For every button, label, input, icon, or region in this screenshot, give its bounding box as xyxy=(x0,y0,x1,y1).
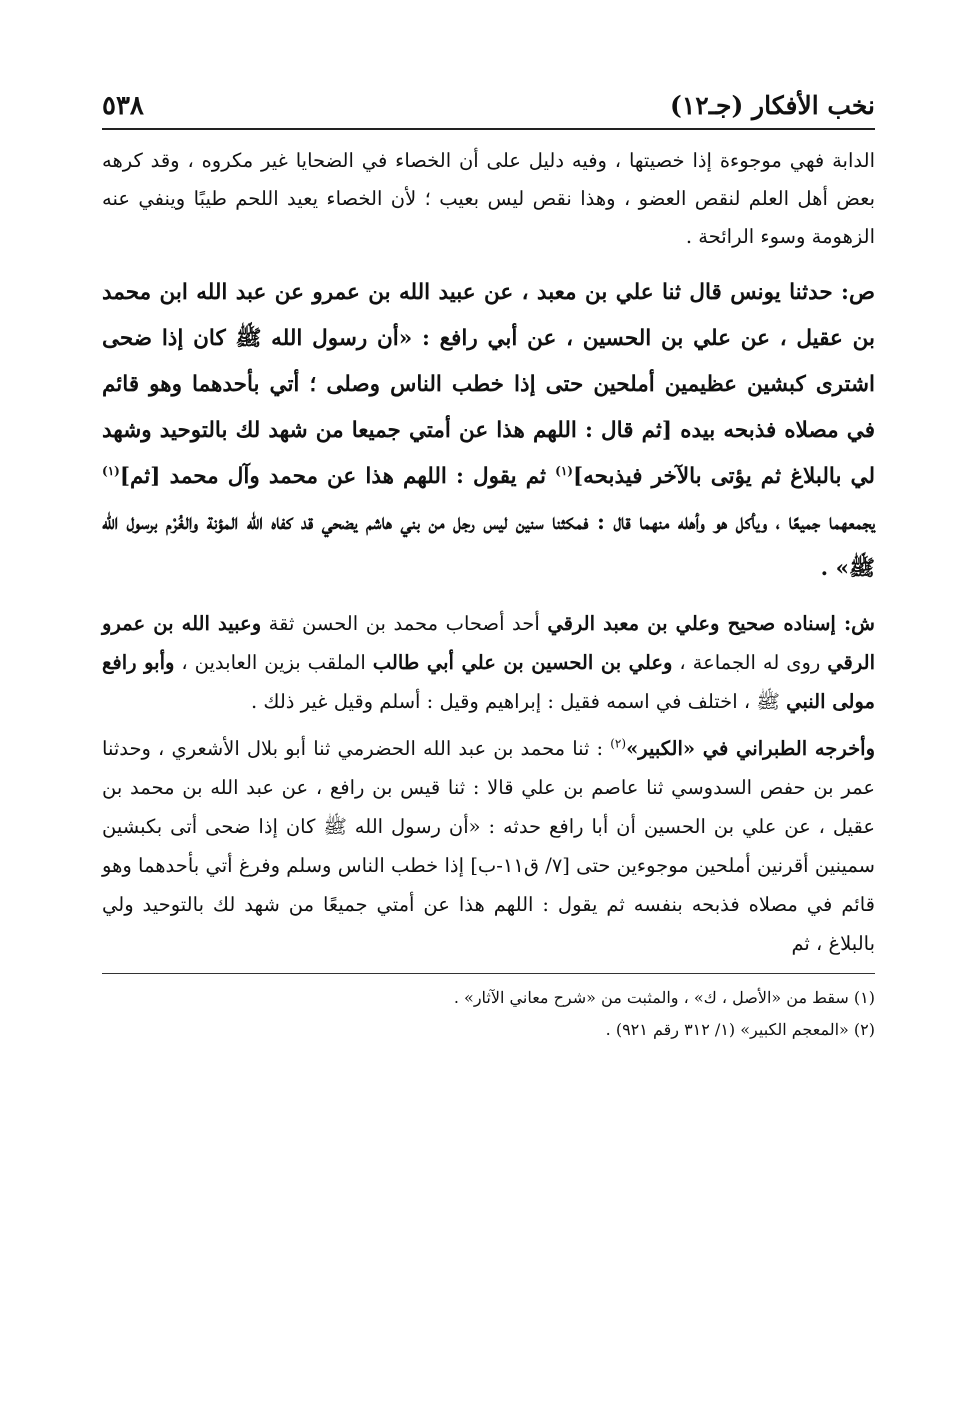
takhrij-bold-a: وأخرجه الطبراني في «الكبير» xyxy=(626,737,875,760)
page-number: ٥٣٨ xyxy=(102,91,144,121)
commentary-bold-c: وعلي بن الحسين بن علي أبي طالب xyxy=(372,651,673,674)
footnote-1: (١) سقط من «الأصل ، ك» ، والمثبت من «شرح معاني الآثار» . xyxy=(453,988,875,1007)
commentary-text-d: ﷺ ، اختلف في اسمه فقيل : إبراهيم وقيل : أسلم وقيل غير ذلك . xyxy=(251,690,787,713)
paragraph-2-hadith xyxy=(102,270,875,592)
footnote-ref: (٢) xyxy=(610,736,627,751)
commentary-bold-b: وعبيد الله بن عمرو الرقي xyxy=(102,612,875,674)
hadith-text-c: يجمعهما جميعًا ، ويأكل هو وأهله منهما قال : فمكثنا سنين ليس رجل من بني هاشم يضحي قد كفاه الله المؤنة والغُرْم برسول الله ﷺ» . xyxy=(102,510,875,581)
commentary-bold-d: وأبو رافع مولى النبي xyxy=(102,651,875,713)
footnotes xyxy=(102,982,875,1046)
page-header xyxy=(102,84,875,130)
page-body xyxy=(102,84,875,1046)
footnote-ref: (١) xyxy=(102,463,120,478)
footnote-divider xyxy=(102,973,875,974)
commentary-text-c: الملقب بزين العابدين ، xyxy=(174,651,373,674)
takhrij-text-a: : ثنا محمد بن عبد الله الحضرمي ثنا أبو بلال الأشعري ، وحدثنا عمر بن حفص السدوسي ثنا عاصم بن علي قالا : ثنا قيس بن رافع ، عن عبد الله بن محمد بن عقيل ، عن علي بن الحسين أن أبا رافع حدثه : «أن رسول الله ﷺ كان إذا ضحى أتى بكبشين سمينين أقرنين أملحين موجوءين حتى [٧/ ق١١-ب] إذا خطب الناس وسلم وفرغ أتي بأحدهما وهو قائم في مصلاه فذبحه بنفسه ثم يقول : اللهم هذا عن أمتي جميعًا من شهد لك بالتوحيد ولي بالبلاغ ، ثم xyxy=(102,737,875,955)
paragraph-1: الدابة فهي موجوءة إذا خصيتها ، وفيه دليل على أن الخصاء في الضحايا غير مكروه ، وقد كرهه بعض أهل العلم لنقص العضو ، وهذا نقص ليس بعيب ؛ لأن الخصاء يعيد اللحم طيبًا وينفي عنه الزهومة وسوء الرائحة . xyxy=(102,149,875,248)
book-title: نخب الأفكار (جـ١٢) xyxy=(669,91,875,120)
paragraph-3-commentary xyxy=(102,604,875,721)
commentary-text-a: أحد أصحاب محمد بن الحسن ثقة xyxy=(261,612,548,635)
footnote-2: (٢) «المعجم الكبير» (١/ ٣١٢ رقم ٩٢١) . xyxy=(605,1020,875,1039)
hadith-text-b: ثم يقول : اللهم هذا عن محمد وآل محمد [ثم] xyxy=(119,464,556,489)
hadith-text-a: ص: حدثنا يونس قال ثنا علي بن معبد ، عن عبيد الله بن عمرو عن عبد الله ابن محمد بن عقيل ، عن علي بن الحسين ، عن أبي رافع : «أن رسول الله ﷺ كان إذا ضحى اشترى كبشين عظيمين أملحين حتى إذا خطب الناس وصلى ؛ أتي بأحدهما وهو قائم في مصلاه فذبحه بيده [ثم قال : اللهم هذا عن أمتي جميعا من شهد لك بالتوحيد وشهد لي بالبلاغ ثم يؤتى بالآخر فيذبحه] xyxy=(102,280,875,489)
footnote-ref: (١) xyxy=(555,463,573,478)
paragraph-4-takhrij xyxy=(102,729,875,963)
commentary-bold-a: ش: إسناده صحيح وعلي بن معبد الرقي xyxy=(547,612,875,635)
commentary-text-b: روى له الجماعة ، xyxy=(672,651,828,674)
